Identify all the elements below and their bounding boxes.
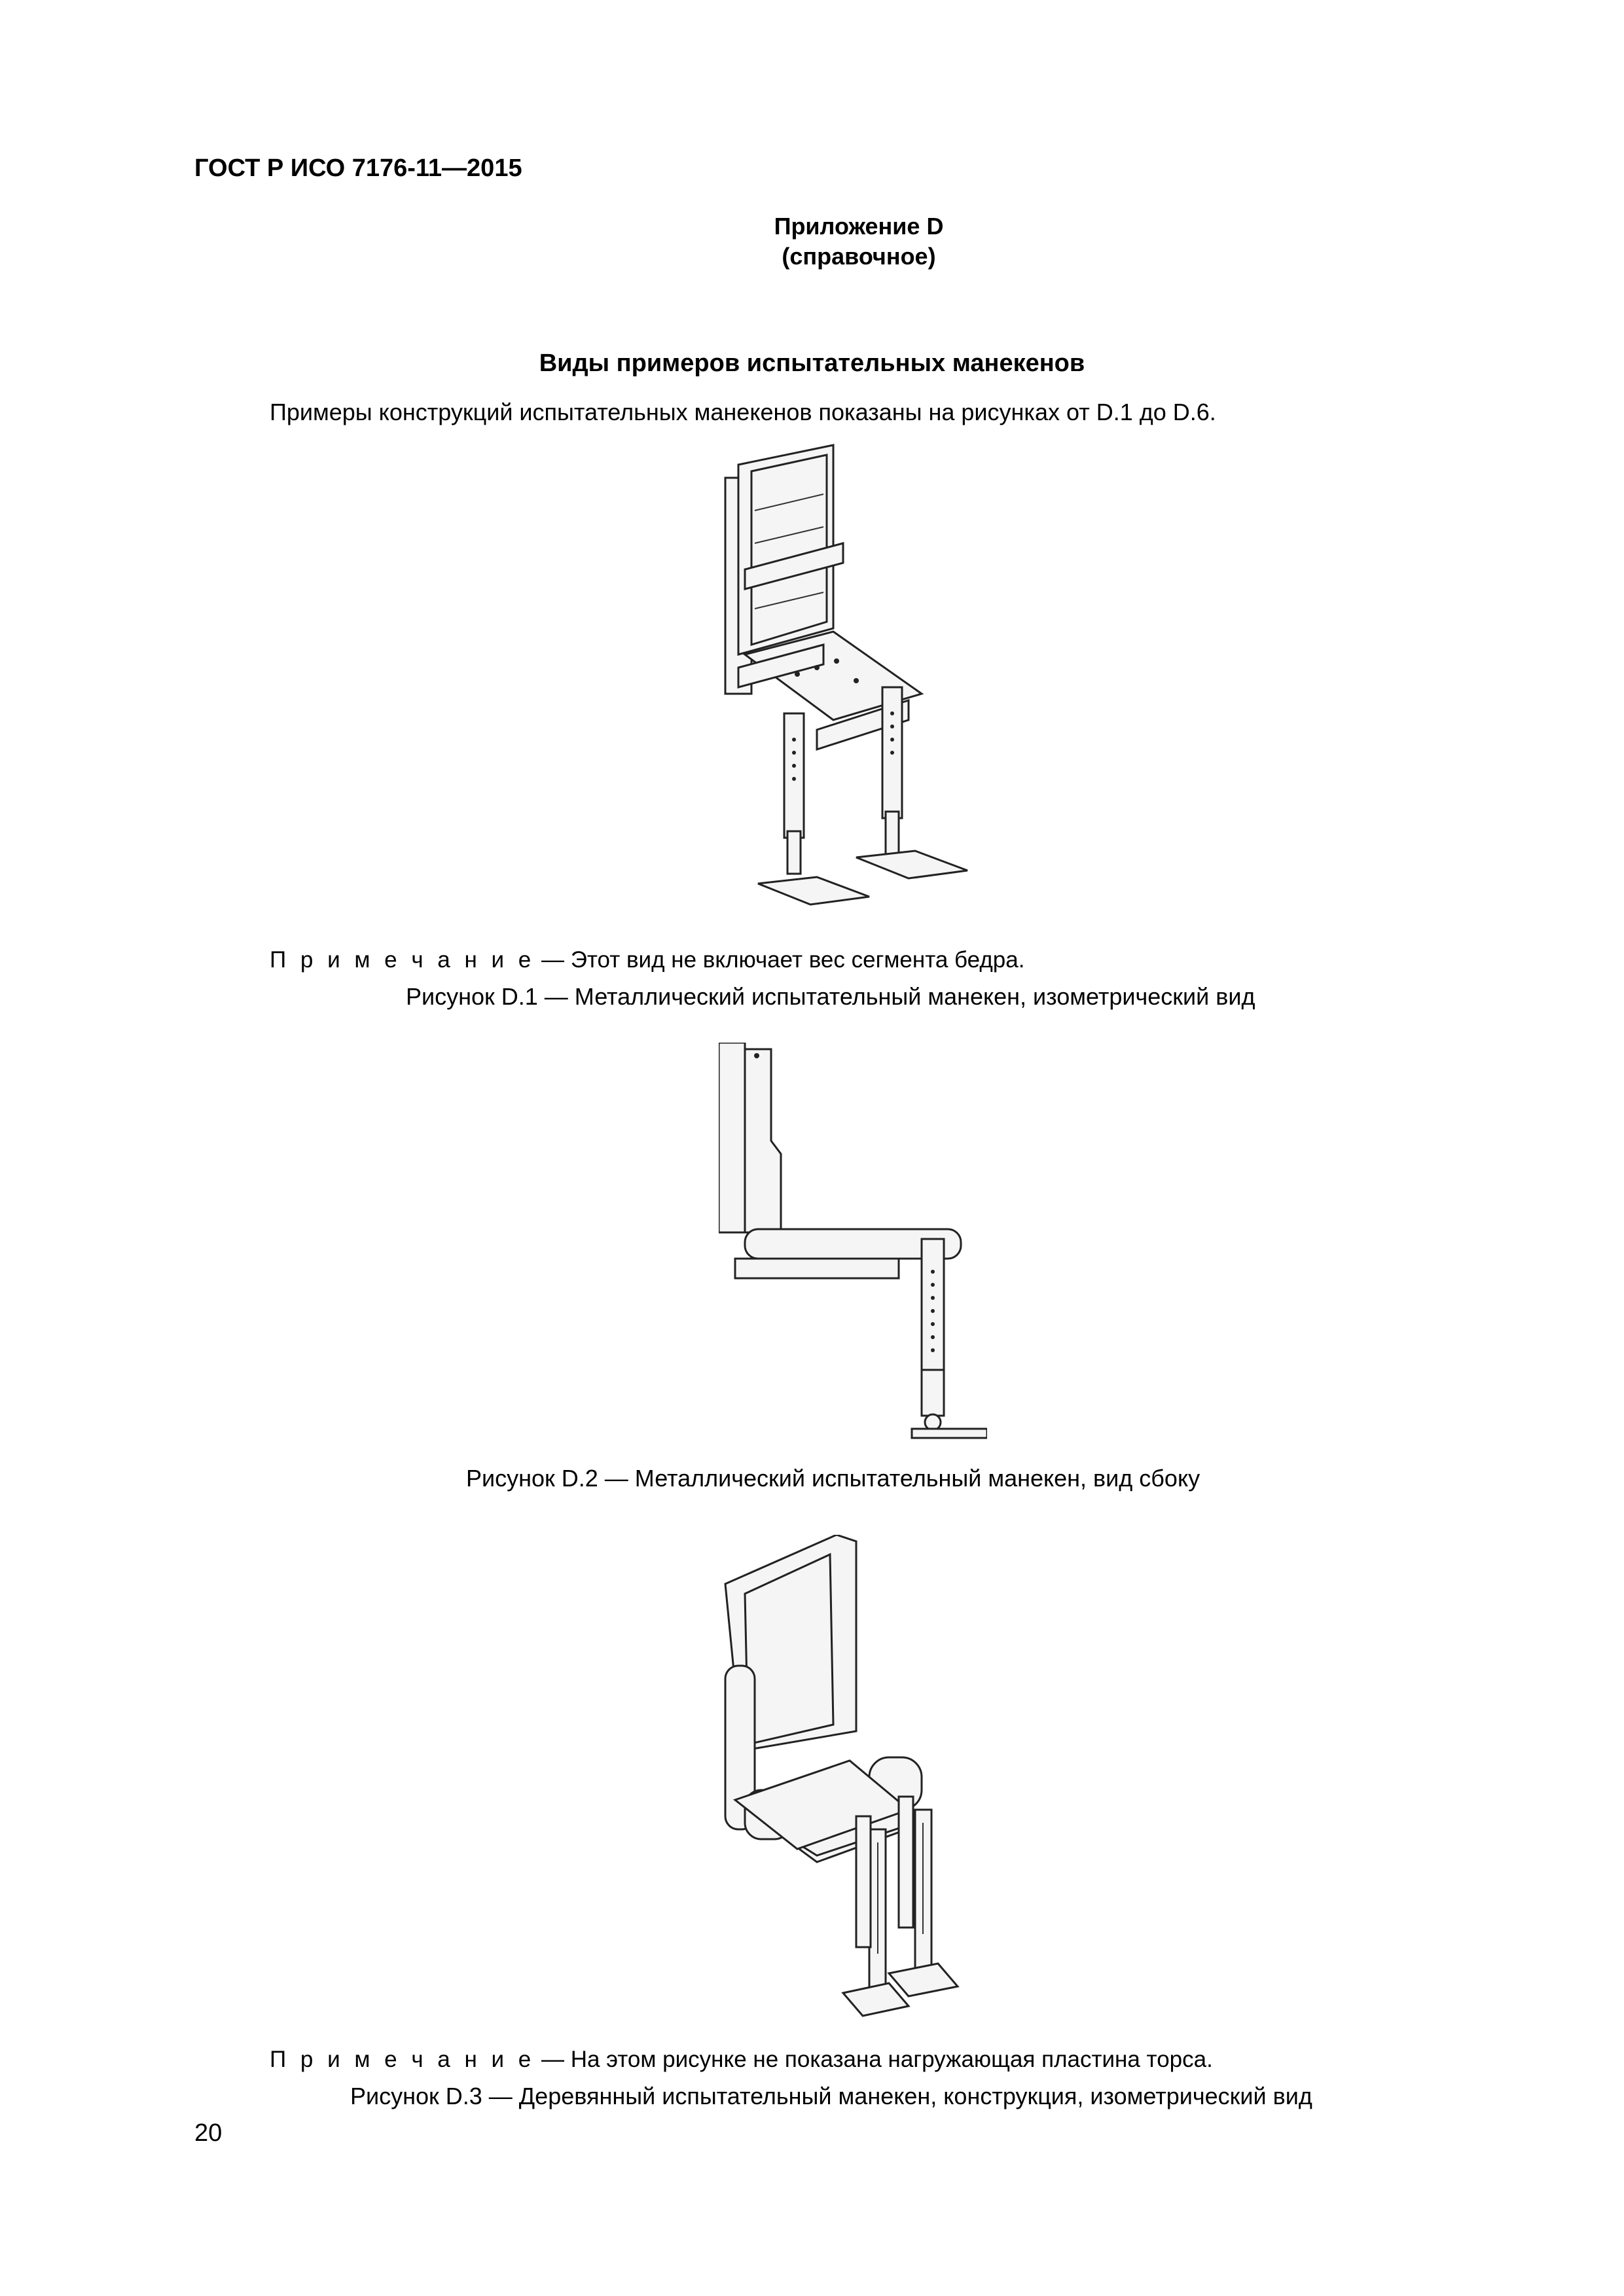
note-text: — Этот вид не включает вес сегмента бедра. xyxy=(535,947,1025,973)
section-title: Виды примеров испытательных манекенов xyxy=(539,350,1085,377)
figure-d3-image xyxy=(719,1535,974,2026)
figure-d1-caption: Рисунок D.1 — Металлический испытательный манекен, изометрический вид xyxy=(406,983,1255,1010)
intro-paragraph: Примеры конструкций испытательных манекенов показаны на рисунках от D.1 до D.6. xyxy=(270,399,1216,425)
figure-d3-note xyxy=(270,2047,1213,2073)
note-label: П р и м е ч а н и е xyxy=(270,947,535,973)
page-number: 20 xyxy=(194,2119,223,2147)
note-text: — На этом рисунке не показана нагружающая пластина торса. xyxy=(535,2047,1213,2072)
document-header: ГОСТ Р ИСО 7176-11—2015 xyxy=(194,154,522,182)
figure-d2-image xyxy=(719,1043,987,1446)
note-label: П р и м е ч а н и е xyxy=(270,2047,535,2072)
annex-heading xyxy=(761,211,957,272)
annex-type: (справочное) xyxy=(782,243,936,270)
figure-d3-caption: Рисунок D.3 — Деревянный испытательный манекен, конструкция, изометрический вид xyxy=(350,2083,1312,2109)
figure-d1-image xyxy=(719,439,995,926)
figure-d2-caption: Рисунок D.2 — Металлический испытательный манекен, вид сбоку xyxy=(466,1465,1200,1492)
annex-title: Приложение D xyxy=(774,213,944,240)
figure-d1-note xyxy=(270,947,1024,973)
